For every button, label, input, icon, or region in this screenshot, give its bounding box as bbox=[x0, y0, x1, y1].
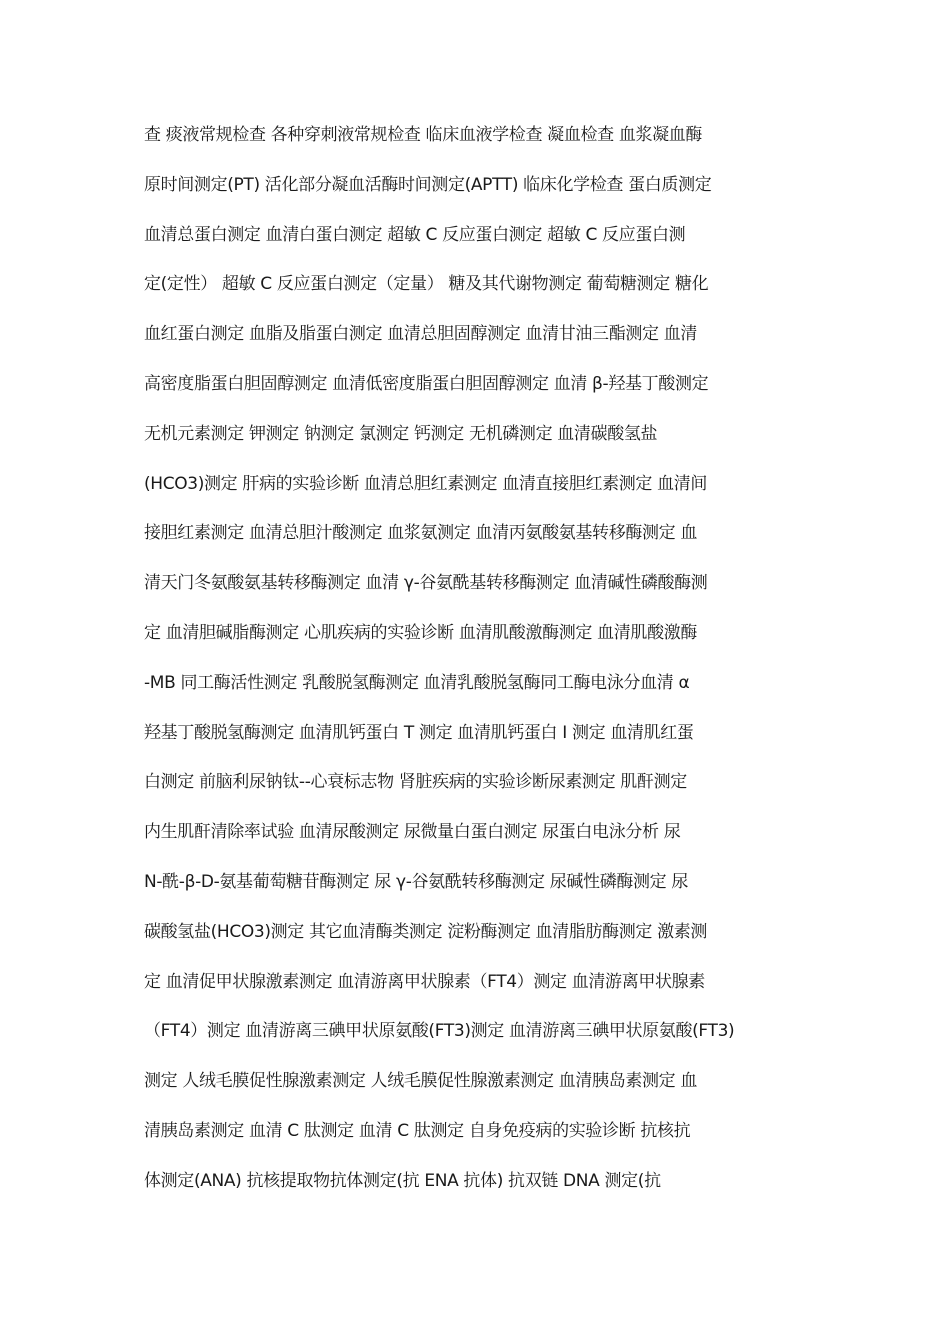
text-line: 碳酸氢盐(HCO3)测定 其它血清酶类测定 淀粉酶测定 血清脂肪酶测定 激素测 bbox=[144, 921, 708, 942]
text-line: 高密度脂蛋白胆固醇测定 血清低密度脂蛋白胆固醇测定 血清 β-羟基丁酸测定 bbox=[144, 373, 709, 394]
text-line: 羟基丁酸脱氢酶测定 血清肌钙蛋白 T 测定 血清肌钙蛋白 I 测定 血清肌红蛋 bbox=[144, 722, 694, 743]
text-line: 查 痰液常规检查 各种穿刺液常规检查 临床血液学检查 凝血检查 血浆凝血酶 bbox=[144, 125, 703, 145]
text-line: 清天门冬氨酸氨基转移酶测定 血清 γ-谷氨酰基转移酶测定 血清碱性磷酸酶测 bbox=[144, 573, 708, 594]
text-line: 定 血清促甲状腺激素测定 血清游离甲状腺素（FT4）测定 血清游离甲状腺素 bbox=[144, 971, 705, 992]
text-line: 血红蛋白测定 血脂及脂蛋白测定 血清总胆固醇测定 血清甘油三酯测定 血清 bbox=[144, 324, 698, 345]
text-line: 白测定 前脑利尿钠钛--心衰标志物 肾脏疾病的实验诊断尿素测定 肌酐测定 bbox=[144, 772, 687, 793]
text-line: -MB 同工酶活性测定 乳酸脱氢酶测定 血清乳酸脱氢酶同工酶电泳分血清 α bbox=[144, 672, 690, 693]
text-line: 内生肌酐清除率试验 血清尿酸测定 尿微量白蛋白测定 尿蛋白电泳分析 尿 bbox=[144, 822, 681, 843]
text-line: 原时间测定(PT) 活化部分凝血活酶时间测定(APTT) 临床化学检查 蛋白质测定 bbox=[144, 174, 712, 195]
body-text bbox=[144, 113, 824, 1209]
text-line: (HCO3)测定 肝病的实验诊断 血清总胆红素测定 血清直接胆红素测定 血清间 bbox=[144, 473, 708, 494]
text-line: 清胰岛素测定 血清 C 肽测定 血清 C 肽测定 自身免疫病的实验诊断 抗核抗 bbox=[144, 1120, 691, 1141]
text-line: 接胆红素测定 血清总胆汁酸测定 血浆氨测定 血清丙氨酸氨基转移酶测定 血 bbox=[144, 523, 698, 544]
text-line: 定 血清胆碱脂酶测定 心肌疾病的实验诊断 血清肌酸激酶测定 血清肌酸激酶 bbox=[144, 622, 698, 643]
text-line: 定(定性） 超敏 C 反应蛋白测定（定量） 糖及其代谢物测定 葡萄糖测定 糖化 bbox=[144, 274, 709, 295]
text-line: 无机元素测定 钾测定 钠测定 氯测定 钙测定 无机磷测定 血清碳酸氢盐 bbox=[144, 423, 658, 444]
text-line: N-酰-β-D-氨基葡萄糖苷酶测定 尿 γ-谷氨酰转移酶测定 尿碱性磷酶测定 尿 bbox=[144, 871, 689, 892]
text-line: 体测定(ANA) 抗核提取物抗体测定(抗 ENA 抗体) 抗双链 DNA 测定(抗 bbox=[144, 1170, 661, 1191]
text-line: 血清总蛋白测定 血清白蛋白测定 超敏 C 反应蛋白测定 超敏 C 反应蛋白测 bbox=[144, 224, 686, 245]
text-line: （FT4）测定 血清游离三碘甲状原氨酸(FT3)测定 血清游离三碘甲状原氨酸(FT3) bbox=[144, 1021, 735, 1042]
text-line: 测定 人绒毛膜促性腺激素测定 人绒毛膜促性腺激素测定 血清胰岛素测定 血 bbox=[144, 1071, 698, 1092]
